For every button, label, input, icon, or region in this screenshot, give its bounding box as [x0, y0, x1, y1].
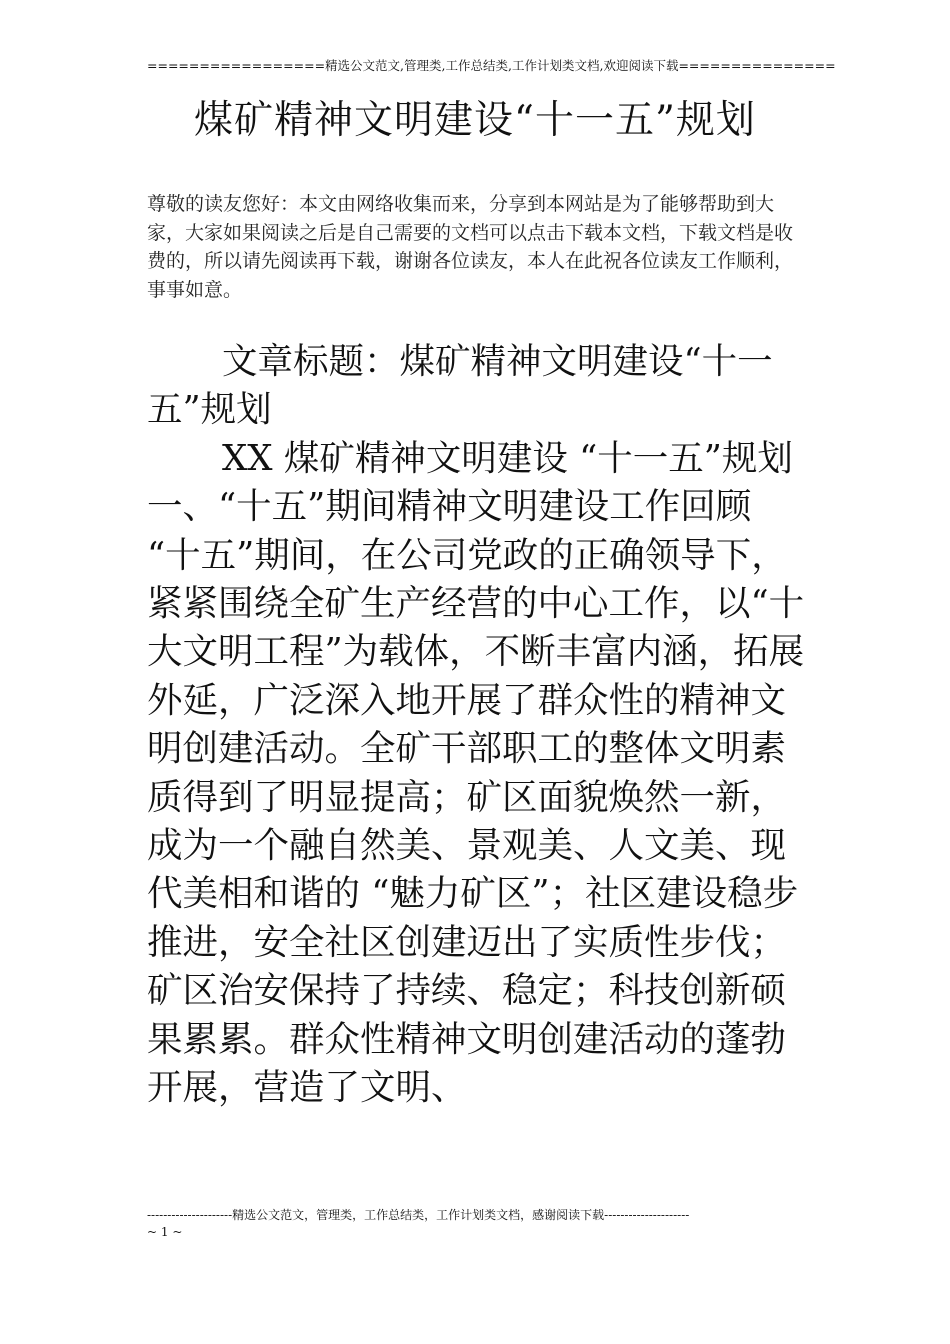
article-title: 文章标题：煤矿精神文明建设“十一五”规划: [147, 341, 773, 431]
header-banner: =================精选公文范文,管理类,工作总结类,工作计划类文档,欢迎阅读下载===============: [147, 58, 836, 73]
reader-greeting: 尊敬的读友您好：本文由网络收集而来，分享到本网站是为了能够帮助到大家，大家如果阅读之后是自己需要的文档可以点击下载本文档，下载文档是收费的，所以请先阅读再下载，谢谢各位读友，本人在此祝各位读友工作顺利，事事如意。: [147, 193, 794, 301]
page-title: 煤矿精神文明建设“十一五”规划: [194, 98, 756, 143]
document-subtitle: XX 煤矿精神文明建设 “十一五”规划: [222, 437, 793, 479]
document-body: [147, 338, 807, 1113]
page-number: ~ 1 ~: [147, 1225, 183, 1239]
footer-banner: ---------------------精选公文范文，管理类，工作总结类，工作计划类文档，感谢阅读下载---------------------: [147, 1208, 690, 1222]
section-heading: 一、“十五”期间精神文明建设工作回顾: [147, 486, 752, 528]
body-paragraph: “十五”期间，在公司党政的正确领导下，紧紧围绕全矿生产经营的中心工作，以“十大文明工程”为载体，不断丰富内涵，拓展外延，广泛深入地开展了群众性的精神文明创建活动。全矿干部职工的整体文明素质得到了明显提高；矿区面貌焕然一新，成为一个融自然美、景观美、人文美、现代美相和谐的 “魅力矿区”；社区建设稳步推进，安全社区创建迈出了实质性步伐；矿区治安保持了持续、稳定；科技创新硕果累累。群众性精神文明创建活动的蓬勃开展，营造了文明、: [147, 534, 805, 1109]
